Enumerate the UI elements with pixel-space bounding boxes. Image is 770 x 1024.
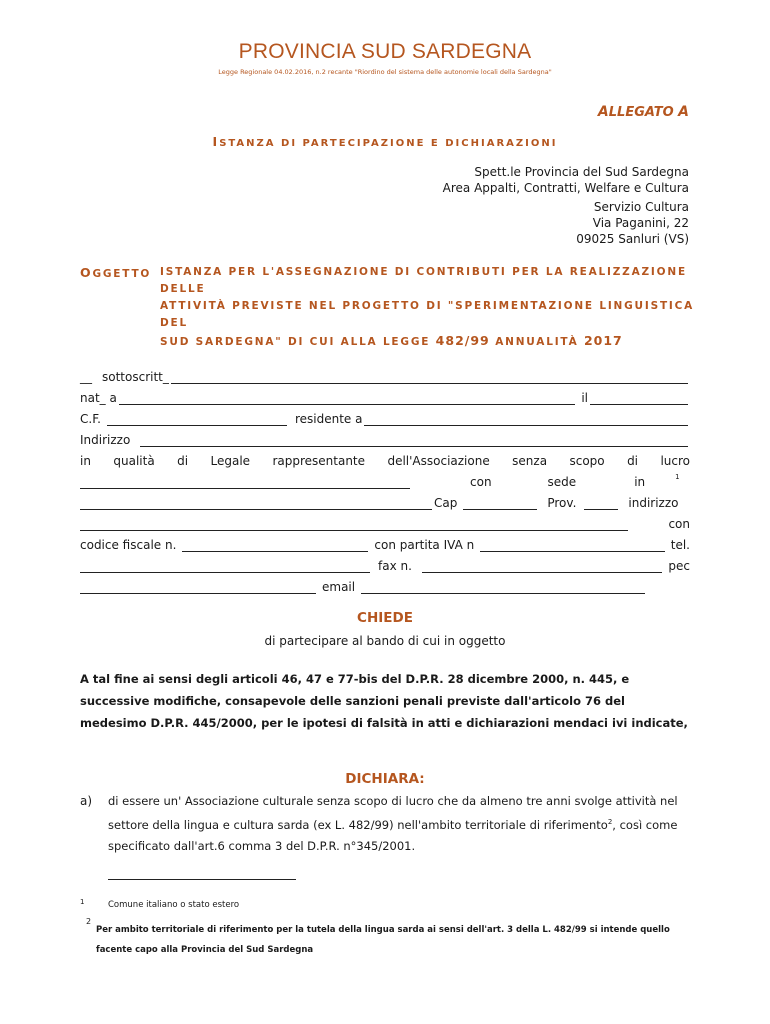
cap-label: Cap — [434, 496, 458, 510]
oggetto-initial: O — [80, 265, 93, 280]
codice-fiscale-label: codice fiscale n. — [80, 538, 177, 552]
blank-prefix: __ — [80, 370, 92, 384]
prov-field[interactable] — [584, 498, 618, 510]
pec-label: pec — [668, 559, 690, 573]
chiede-subtitle: di partecipare al bando di cui in oggetto — [264, 634, 506, 648]
in-label: in — [634, 475, 646, 489]
data-nascita-field[interactable] — [590, 393, 688, 405]
allegato-label — [598, 104, 689, 120]
item-a-text — [108, 791, 693, 857]
telefono-field[interactable] — [80, 561, 370, 573]
con2-label: con — [668, 517, 690, 531]
form-row-cap — [80, 494, 690, 510]
footnote-ref-2: 2 — [607, 818, 613, 826]
residente-field[interactable] — [364, 414, 688, 426]
oggetto-line-3a: SUD SARDEGNA" DI CUI ALLA LEGGE — [160, 336, 436, 348]
sottoscritto-label: sottoscritt_ — [102, 370, 169, 384]
footnote-2-mark: 2 — [86, 917, 92, 926]
oggetto-line-2: ATTIVITÀ PREVISTE NEL PROGETTO DI "SPERIMENTAZIONE LINGUISTICA DEL — [160, 300, 695, 329]
recipient-block-1 — [443, 164, 689, 196]
allegato-initial: A — [597, 104, 609, 120]
recipient-line-1: Spett.le Provincia del Sud Sardegna — [474, 165, 689, 179]
istanza-initial: I — [212, 134, 220, 149]
chiede-heading: CHIEDE — [357, 610, 413, 626]
cf-label: C.F. — [80, 412, 101, 426]
footnote-separator — [108, 879, 296, 880]
form-row-indirizzo-sede — [80, 515, 690, 531]
item-a-part1: di essere un' Associazione culturale senza scopo di lucro che da almeno tre anni svolge attività nel settore della lingua e cultura sarda (ex L. 482/99) nell'ambito territoriale di riferimento — [108, 794, 678, 832]
prov-label: Prov. — [547, 496, 577, 510]
footnote-1-mark: 1 — [80, 898, 85, 906]
rep-word-7: senza — [512, 454, 548, 468]
recipient-line-4: Via Paganini, 22 — [592, 216, 689, 230]
con-label: con — [470, 475, 492, 489]
sottoscritto-field[interactable] — [171, 372, 688, 384]
form-row-indirizzo — [80, 431, 690, 447]
form-row-sottoscritto — [80, 368, 690, 384]
cf-field[interactable] — [107, 414, 287, 426]
nato-field[interactable] — [119, 393, 575, 405]
oggetto-text — [160, 264, 700, 351]
partita-iva-label: con partita IVA n — [374, 538, 475, 552]
rep-word-10: lucro — [660, 454, 690, 468]
associazione-field[interactable] — [80, 477, 410, 489]
form-row-email — [80, 578, 690, 594]
oggetto-line-1: ISTANZA PER L'ASSEGNAZIONE DI CONTRIBUTI PER LA REALIZZAZIONE DELLE — [160, 266, 687, 295]
document-title: PROVINCIA SUD SARDEGNA — [238, 40, 532, 63]
comune-field[interactable] — [80, 498, 432, 510]
sede-label: sede — [547, 475, 577, 489]
recipient-line-3: Servizio Cultura — [593, 200, 689, 214]
recipient-line-5: 09025 Sanluri (VS) — [576, 232, 689, 246]
form-row-codice-fiscale — [80, 536, 690, 552]
indirizzo-sede-field[interactable] — [80, 519, 628, 531]
rep-word-1: in — [80, 454, 91, 468]
email-field[interactable] — [361, 582, 645, 594]
residente-label: residente a — [294, 412, 363, 426]
rep-word-9: di — [627, 454, 639, 468]
form-row-rappresentante — [80, 452, 690, 468]
oggetto-year: 2017 — [583, 333, 623, 348]
oggetto-law: 482/99 — [435, 333, 490, 348]
oggetto-line-3b: ANNUALITÀ — [489, 336, 584, 348]
indirizzo2-label: indirizzo — [628, 496, 679, 510]
indirizzo-label: Indirizzo — [80, 433, 131, 447]
item-a-part2: , così come specificato dall'art.6 comma 3 del D.P.R. n°345/2001. — [108, 817, 678, 853]
footnote-2-body: Per ambito territoriale di riferimento per la tutela della lingua sarda ai sensi dell'art. 3 della L. 482/99 si intende quello facente capo alla Provincia del Sud Sardegna — [96, 925, 670, 955]
dichiara-heading: DICHIARA: — [345, 771, 425, 787]
rep-word-6: dell'Associazione — [387, 454, 490, 468]
tel-label: tel. — [670, 538, 690, 552]
oggetto-rest: GGETTO — [92, 268, 152, 280]
indirizzo-field[interactable] — [140, 435, 688, 447]
recipient-block-2 — [576, 199, 689, 247]
allegato-letter: A — [678, 104, 689, 120]
allegato-rest: LLEGATO — [608, 105, 674, 120]
form-row-cf — [80, 410, 690, 426]
oggetto-label — [80, 264, 151, 283]
cap-field[interactable] — [463, 498, 537, 510]
rep-word-3: di — [177, 454, 189, 468]
form-row-associazione — [80, 473, 690, 489]
istanza-heading — [0, 134, 770, 149]
istanza-rest: STANZA DI PARTECIPAZIONE E DICHIARAZIONI — [219, 138, 558, 149]
form-row-fax — [80, 557, 690, 573]
pec-field[interactable] — [80, 582, 316, 594]
rep-word-8: scopo — [569, 454, 605, 468]
il-label: il — [581, 391, 588, 405]
fax-field[interactable] — [422, 561, 662, 573]
oggetto-line-3 — [160, 332, 700, 351]
rep-word-2: qualità — [113, 454, 155, 468]
legal-paragraph: A tal fine ai sensi degli articoli 46, 47 e 77-bis del D.P.R. 28 dicembre 2000, n. 445, e successive modifiche, consapevole delle sanzioni penali previste dall'articolo 76 del medesimo D.P.R. 445/2000, per le ipotesi di falsità in atti e dichiarazioni mendaci ivi indicate, — [80, 672, 688, 730]
partita-iva-field[interactable] — [480, 540, 665, 552]
document-subtitle: Legge Regionale 04.02.2016, n.2 recante "Riordino del sistema delle autonomie locali della Sardegna" — [218, 68, 552, 76]
form-row-nato — [80, 389, 690, 405]
nato-label: nat_ a — [80, 391, 117, 405]
fax-label: fax n. — [378, 559, 412, 573]
codice-fiscale-field[interactable] — [182, 540, 368, 552]
footnote-2-text — [96, 920, 696, 960]
footnote-1-text: Comune italiano o stato estero — [108, 900, 240, 910]
footnote-ref-1: 1 — [675, 473, 680, 481]
rep-word-5: rappresentante — [272, 454, 366, 468]
email-label: email — [322, 580, 356, 594]
rep-word-4: Legale — [210, 454, 251, 468]
recipient-line-2: Area Appalti, Contratti, Welfare e Cultura — [442, 181, 689, 195]
item-a-label: a) — [80, 794, 93, 808]
